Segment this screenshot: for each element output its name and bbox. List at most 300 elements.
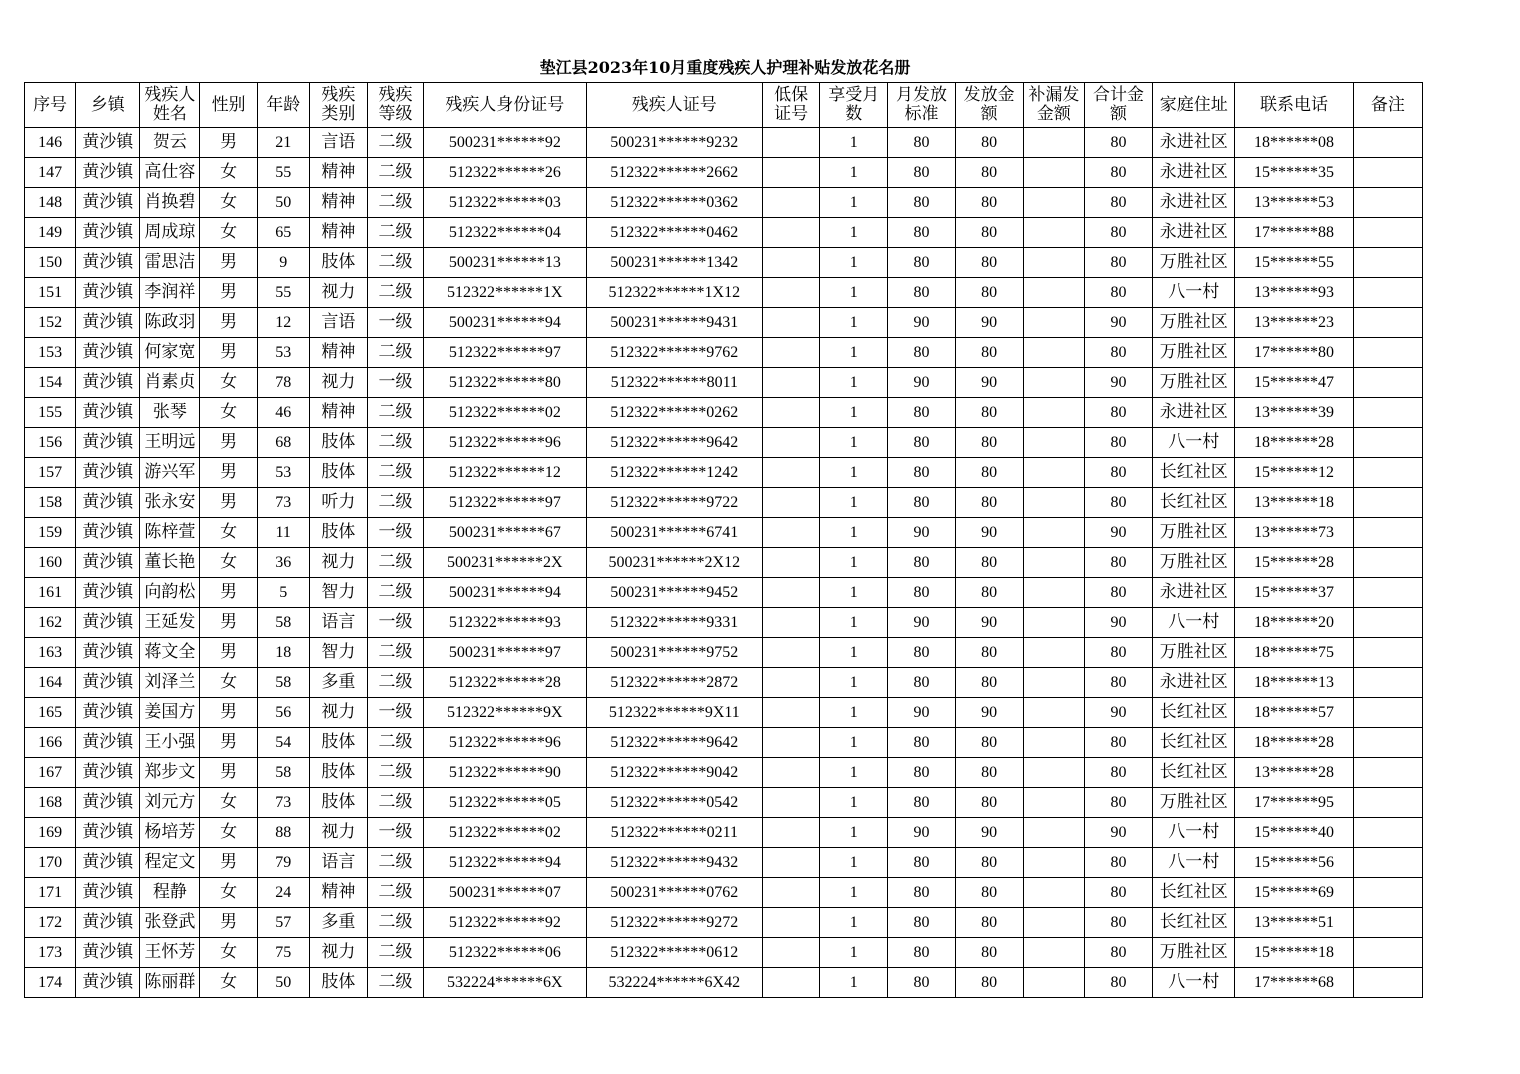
cell-phone: 18******57 [1235,698,1353,728]
cell-certificate-number: 512322******1242 [586,458,763,488]
cell-monthly-standard: 80 [888,728,955,758]
cell-township: 黄沙镇 [76,278,140,308]
cell-phone: 18******08 [1235,128,1353,158]
cell-id-number: 512322******02 [424,818,586,848]
cell-disability-type: 肢体 [309,788,367,818]
cell-disability-type: 智力 [309,638,367,668]
cell-months: 1 [820,428,888,458]
cell-index: 171 [25,878,76,908]
cell-gender: 女 [200,968,257,998]
cell-age: 11 [257,518,309,548]
table-row [25,788,1423,818]
cell-amount: 80 [955,158,1023,188]
cell-amount: 90 [955,368,1023,398]
cell-township: 黄沙镇 [76,218,140,248]
cell-monthly-standard: 80 [888,458,955,488]
cell-disability-type: 肢体 [309,968,367,998]
cell-gender: 男 [200,248,257,278]
cell-supplement [1023,848,1084,878]
cell-months: 1 [820,818,888,848]
cell-age: 57 [257,908,309,938]
cell-months: 1 [820,608,888,638]
cell-township: 黄沙镇 [76,878,140,908]
cell-gender: 男 [200,308,257,338]
cell-id-number: 512322******80 [424,368,586,398]
cell-name: 程定文 [140,848,200,878]
cell-supplement [1023,248,1084,278]
cell-dibao-number [763,908,820,938]
cell-disability-level: 一级 [367,518,423,548]
cell-disability-level: 二级 [367,158,423,188]
table-row [25,878,1423,908]
cell-name: 陈梓萱 [140,518,200,548]
cell-dibao-number [763,698,820,728]
cell-address: 万胜社区 [1153,338,1235,368]
table-body [25,128,1423,998]
cell-township: 黄沙镇 [76,848,140,878]
header-col-disability-level: 残疾 等级 [367,83,423,128]
table-row [25,368,1423,398]
cell-name: 陈政羽 [140,308,200,338]
cell-township: 黄沙镇 [76,368,140,398]
table-row [25,188,1423,218]
cell-amount: 80 [955,458,1023,488]
header-col-amount: 发放金 额 [955,83,1023,128]
cell-remarks [1353,668,1422,698]
cell-index: 155 [25,398,76,428]
cell-age: 56 [257,698,309,728]
cell-gender: 男 [200,638,257,668]
cell-age: 18 [257,638,309,668]
cell-monthly-standard: 80 [888,218,955,248]
cell-address: 长红社区 [1153,698,1235,728]
cell-disability-level: 二级 [367,278,423,308]
cell-certificate-number: 512322******9272 [586,908,763,938]
cell-gender: 女 [200,368,257,398]
cell-supplement [1023,128,1084,158]
cell-disability-level: 二级 [367,398,423,428]
cell-id-number: 500231******94 [424,308,586,338]
cell-disability-type: 言语 [309,128,367,158]
cell-amount: 80 [955,728,1023,758]
cell-township: 黄沙镇 [76,188,140,218]
cell-index: 153 [25,338,76,368]
cell-phone: 15******37 [1235,578,1353,608]
cell-supplement [1023,938,1084,968]
cell-address: 万胜社区 [1153,248,1235,278]
cell-disability-type: 语言 [309,848,367,878]
cell-amount: 80 [955,638,1023,668]
cell-months: 1 [820,878,888,908]
cell-months: 1 [820,638,888,668]
cell-months: 1 [820,398,888,428]
cell-id-number: 512322******05 [424,788,586,818]
table-row [25,218,1423,248]
cell-id-number: 500231******92 [424,128,586,158]
cell-remarks [1353,908,1422,938]
table-row [25,698,1423,728]
cell-age: 21 [257,128,309,158]
cell-township: 黄沙镇 [76,158,140,188]
cell-id-number: 512322******02 [424,398,586,428]
cell-months: 1 [820,968,888,998]
cell-supplement [1023,428,1084,458]
cell-age: 78 [257,368,309,398]
cell-name: 张登武 [140,908,200,938]
cell-age: 79 [257,848,309,878]
cell-months: 1 [820,698,888,728]
cell-certificate-number: 500231******2X12 [586,548,763,578]
cell-address: 万胜社区 [1153,368,1235,398]
cell-address: 永进社区 [1153,128,1235,158]
cell-monthly-standard: 80 [888,848,955,878]
cell-id-number: 500231******67 [424,518,586,548]
cell-phone: 17******95 [1235,788,1353,818]
cell-gender: 男 [200,428,257,458]
cell-disability-type: 精神 [309,338,367,368]
cell-gender: 女 [200,188,257,218]
cell-dibao-number [763,218,820,248]
cell-age: 24 [257,878,309,908]
cell-monthly-standard: 80 [888,428,955,458]
cell-index: 156 [25,428,76,458]
cell-age: 88 [257,818,309,848]
cell-gender: 男 [200,458,257,488]
cell-months: 1 [820,308,888,338]
cell-id-number: 512322******93 [424,608,586,638]
cell-dibao-number [763,788,820,818]
cell-disability-type: 肢体 [309,518,367,548]
cell-age: 12 [257,308,309,338]
table-row [25,848,1423,878]
cell-age: 9 [257,248,309,278]
subsidy-roster-table [24,82,1423,998]
cell-township: 黄沙镇 [76,788,140,818]
cell-months: 1 [820,668,888,698]
cell-name: 董长艳 [140,548,200,578]
cell-monthly-standard: 80 [888,878,955,908]
cell-total: 80 [1084,878,1152,908]
header-col-phone: 联系电话 [1235,83,1353,128]
cell-certificate-number: 500231******1342 [586,248,763,278]
cell-gender: 女 [200,218,257,248]
cell-index: 159 [25,518,76,548]
cell-disability-type: 视力 [309,938,367,968]
cell-township: 黄沙镇 [76,518,140,548]
cell-supplement [1023,578,1084,608]
cell-age: 50 [257,968,309,998]
cell-address: 八一村 [1153,968,1235,998]
cell-dibao-number [763,458,820,488]
cell-months: 1 [820,158,888,188]
header-col-certificate-number: 残疾人证号 [586,83,763,128]
cell-supplement [1023,308,1084,338]
cell-monthly-standard: 80 [888,248,955,278]
cell-disability-level: 二级 [367,338,423,368]
cell-phone: 18******28 [1235,728,1353,758]
cell-total: 80 [1084,968,1152,998]
cell-total: 80 [1084,848,1152,878]
cell-township: 黄沙镇 [76,338,140,368]
cell-certificate-number: 500231******6741 [586,518,763,548]
cell-supplement [1023,548,1084,578]
cell-monthly-standard: 80 [888,908,955,938]
cell-disability-type: 肢体 [309,458,367,488]
header-col-township: 乡镇 [76,83,140,128]
table-row [25,818,1423,848]
cell-gender: 男 [200,758,257,788]
cell-remarks [1353,638,1422,668]
cell-dibao-number [763,278,820,308]
cell-total: 80 [1084,548,1152,578]
cell-certificate-number: 500231******9232 [586,128,763,158]
cell-total: 90 [1084,818,1152,848]
table-row [25,938,1423,968]
cell-months: 1 [820,278,888,308]
cell-phone: 18******75 [1235,638,1353,668]
cell-address: 八一村 [1153,818,1235,848]
cell-id-number: 500231******2X [424,548,586,578]
cell-monthly-standard: 90 [888,518,955,548]
cell-monthly-standard: 80 [888,548,955,578]
cell-total: 80 [1084,728,1152,758]
cell-disability-level: 二级 [367,428,423,458]
cell-monthly-standard: 90 [888,698,955,728]
cell-gender: 女 [200,788,257,818]
cell-remarks [1353,488,1422,518]
cell-id-number: 500231******07 [424,878,586,908]
cell-remarks [1353,398,1422,428]
cell-amount: 80 [955,848,1023,878]
cell-months: 1 [820,758,888,788]
cell-total: 90 [1084,308,1152,338]
cell-age: 53 [257,338,309,368]
cell-months: 1 [820,458,888,488]
cell-months: 1 [820,788,888,818]
cell-remarks [1353,248,1422,278]
cell-phone: 18******20 [1235,608,1353,638]
cell-address: 万胜社区 [1153,788,1235,818]
cell-address: 万胜社区 [1153,638,1235,668]
table-row [25,398,1423,428]
cell-certificate-number: 500231******9431 [586,308,763,338]
cell-gender: 女 [200,398,257,428]
cell-address: 永进社区 [1153,218,1235,248]
cell-total: 80 [1084,578,1152,608]
cell-name: 张琴 [140,398,200,428]
cell-name: 王明远 [140,428,200,458]
header-col-dibao-number: 低保 证号 [763,83,820,128]
cell-total: 80 [1084,218,1152,248]
cell-address: 永进社区 [1153,668,1235,698]
cell-gender: 男 [200,338,257,368]
cell-address: 永进社区 [1153,398,1235,428]
cell-certificate-number: 512322******1X12 [586,278,763,308]
cell-total: 80 [1084,128,1152,158]
cell-disability-type: 视力 [309,368,367,398]
cell-dibao-number [763,368,820,398]
cell-phone: 13******53 [1235,188,1353,218]
cell-age: 55 [257,158,309,188]
table-row [25,458,1423,488]
cell-phone: 15******35 [1235,158,1353,188]
cell-supplement [1023,968,1084,998]
header-col-supplement: 补漏发 金额 [1023,83,1084,128]
cell-months: 1 [820,128,888,158]
cell-disability-level: 二级 [367,938,423,968]
cell-age: 73 [257,488,309,518]
cell-address: 八一村 [1153,608,1235,638]
cell-index: 148 [25,188,76,218]
cell-dibao-number [763,578,820,608]
cell-dibao-number [763,158,820,188]
cell-disability-level: 二级 [367,758,423,788]
cell-name: 向韵松 [140,578,200,608]
cell-certificate-number: 500231******0762 [586,878,763,908]
cell-amount: 90 [955,608,1023,638]
cell-id-number: 512322******96 [424,428,586,458]
cell-supplement [1023,788,1084,818]
cell-disability-type: 肢体 [309,758,367,788]
cell-certificate-number: 512322******2872 [586,668,763,698]
table-row [25,428,1423,458]
cell-index: 158 [25,488,76,518]
cell-township: 黄沙镇 [76,398,140,428]
cell-dibao-number [763,188,820,218]
cell-township: 黄沙镇 [76,698,140,728]
cell-disability-level: 二级 [367,458,423,488]
cell-total: 80 [1084,668,1152,698]
cell-supplement [1023,638,1084,668]
cell-certificate-number: 512322******9042 [586,758,763,788]
cell-name: 王延发 [140,608,200,638]
cell-gender: 男 [200,128,257,158]
cell-index: 151 [25,278,76,308]
cell-gender: 男 [200,848,257,878]
cell-amount: 90 [955,698,1023,728]
header-row [25,83,1423,128]
cell-monthly-standard: 90 [888,818,955,848]
cell-months: 1 [820,728,888,758]
cell-supplement [1023,458,1084,488]
cell-monthly-standard: 90 [888,608,955,638]
cell-id-number: 512322******12 [424,458,586,488]
cell-remarks [1353,728,1422,758]
cell-address: 永进社区 [1153,188,1235,218]
cell-phone: 15******40 [1235,818,1353,848]
cell-total: 80 [1084,788,1152,818]
cell-disability-level: 二级 [367,548,423,578]
cell-disability-level: 二级 [367,848,423,878]
cell-disability-type: 多重 [309,908,367,938]
cell-phone: 18******28 [1235,428,1353,458]
cell-index: 164 [25,668,76,698]
cell-phone: 15******18 [1235,938,1353,968]
cell-disability-level: 一级 [367,818,423,848]
cell-remarks [1353,158,1422,188]
table-row [25,608,1423,638]
cell-supplement [1023,368,1084,398]
cell-total: 80 [1084,908,1152,938]
cell-monthly-standard: 80 [888,278,955,308]
cell-certificate-number: 512322******0462 [586,218,763,248]
header-col-monthly-standard: 月发放 标准 [888,83,955,128]
cell-index: 149 [25,218,76,248]
table-row [25,908,1423,938]
cell-dibao-number [763,968,820,998]
cell-name: 刘泽兰 [140,668,200,698]
cell-address: 长红社区 [1153,458,1235,488]
cell-certificate-number: 512322******9X11 [586,698,763,728]
cell-months: 1 [820,218,888,248]
cell-id-number: 512322******96 [424,728,586,758]
cell-total: 90 [1084,608,1152,638]
cell-phone: 18******13 [1235,668,1353,698]
cell-total: 90 [1084,698,1152,728]
cell-monthly-standard: 80 [888,638,955,668]
cell-gender: 男 [200,278,257,308]
cell-dibao-number [763,128,820,158]
cell-disability-type: 精神 [309,218,367,248]
cell-name: 刘元方 [140,788,200,818]
cell-supplement [1023,908,1084,938]
cell-township: 黄沙镇 [76,668,140,698]
cell-amount: 80 [955,128,1023,158]
cell-township: 黄沙镇 [76,248,140,278]
cell-index: 160 [25,548,76,578]
cell-phone: 13******28 [1235,758,1353,788]
cell-total: 90 [1084,368,1152,398]
cell-remarks [1353,878,1422,908]
cell-disability-type: 精神 [309,158,367,188]
cell-age: 58 [257,608,309,638]
cell-months: 1 [820,248,888,278]
cell-dibao-number [763,758,820,788]
cell-monthly-standard: 80 [888,968,955,998]
cell-index: 167 [25,758,76,788]
cell-address: 长红社区 [1153,758,1235,788]
cell-supplement [1023,518,1084,548]
header-col-age: 年龄 [257,83,309,128]
cell-amount: 80 [955,278,1023,308]
cell-gender: 女 [200,878,257,908]
cell-id-number: 532224******6X [424,968,586,998]
table-row [25,338,1423,368]
cell-supplement [1023,728,1084,758]
cell-total: 80 [1084,338,1152,368]
cell-certificate-number: 500231******9752 [586,638,763,668]
table-row [25,668,1423,698]
cell-remarks [1353,128,1422,158]
cell-phone: 17******68 [1235,968,1353,998]
cell-phone: 15******56 [1235,848,1353,878]
cell-age: 73 [257,788,309,818]
cell-id-number: 512322******92 [424,908,586,938]
cell-certificate-number: 512322******0612 [586,938,763,968]
cell-disability-level: 二级 [367,638,423,668]
cell-amount: 80 [955,428,1023,458]
cell-dibao-number [763,488,820,518]
cell-certificate-number: 512322******9762 [586,338,763,368]
cell-remarks [1353,578,1422,608]
cell-amount: 80 [955,878,1023,908]
cell-gender: 女 [200,518,257,548]
cell-name: 程静 [140,878,200,908]
cell-disability-level: 二级 [367,878,423,908]
cell-phone: 15******12 [1235,458,1353,488]
cell-name: 何家宽 [140,338,200,368]
cell-supplement [1023,278,1084,308]
